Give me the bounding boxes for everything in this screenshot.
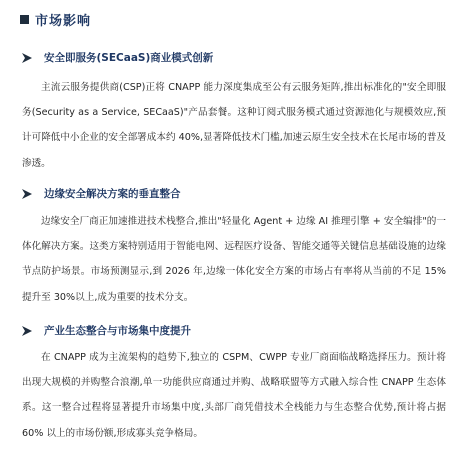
paragraph: 主流云服务提供商(CSP)正将 CNAPP 能力深度集成至公有云服务矩阵,推出标准化的"安全即服务(Security as a Service, SECaaS)"产品套餐。这种订阅式服务模式通过资源池化与规模效应,预计可降低中小企业的安全部署成本约 40%,显著降低技术门槛,加速云原生安全技术在长尾市场的普及渗透。 xyxy=(22,82,446,169)
subsection-heading-1 xyxy=(20,50,213,65)
subsection-title: 产业生态整合与市场集中度提升 xyxy=(44,325,191,337)
arrow-bullet-icon xyxy=(20,52,34,64)
section-heading-text: 市场影响 xyxy=(35,14,92,29)
arrow-bullet-icon xyxy=(20,188,34,200)
section-heading xyxy=(20,10,91,29)
subsection-heading-3 xyxy=(20,323,191,338)
square-bullet-icon xyxy=(20,15,29,24)
subsection-title: 安全即服务(SECaaS)商业模式创新 xyxy=(44,52,214,64)
arrow-bullet-icon xyxy=(20,325,34,337)
paragraph: 边缘安全厂商正加速推进技术栈整合,推出"轻量化 Agent + 边缘 AI 推理引擎 + 安全编排"的一体化解决方案。这类方案特别适用于智能电网、远程医疗设备、智能交通等关键信息基础设施的边缘节点防护场景。市场预测显示,到 2026 年,边缘一体化安全方案的市场占有率将从当前的不足 15%提升至 30%以上,成为重要的技术分支。 xyxy=(22,216,446,303)
paragraph: 在 CNAPP 成为主流架构的趋势下,独立的 CSPM、CWPP 专业厂商面临战略选择压力。预计将出现大规模的并购整合浪潮,单一功能供应商通过并购、战略联盟等方式融入综合性 CNAPP 生态体系。这一整合过程将显著提升市场集中度,头部厂商凭借技术全栈能力与生态整合优势,预计将占据60% 以上的市场份额,形成寡头竞争格局。 xyxy=(22,352,446,439)
subsection-heading-2 xyxy=(20,186,181,201)
subsection-title: 边缘安全解决方案的垂直整合 xyxy=(44,188,181,200)
